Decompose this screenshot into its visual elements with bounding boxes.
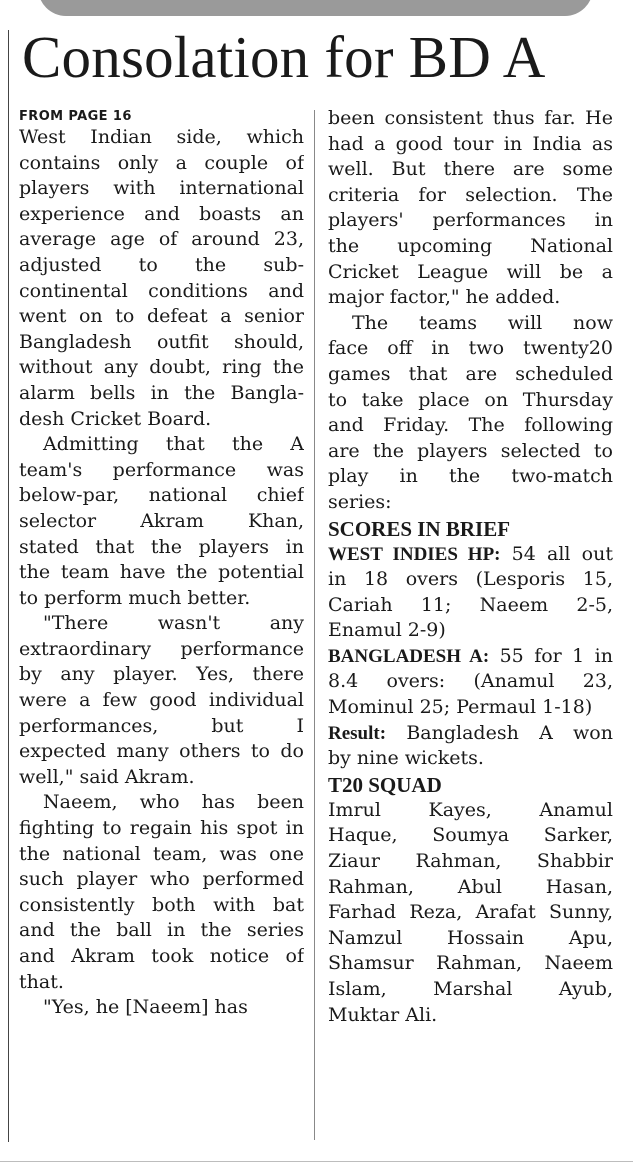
text-line: and Friday. The following bbox=[328, 414, 613, 437]
text-line: Enamul 2-9) bbox=[328, 619, 446, 642]
result-detail bbox=[328, 746, 613, 772]
left-column bbox=[19, 108, 304, 1021]
text-line: Rahman, Abul Hasan, bbox=[328, 875, 613, 898]
text-line: criteria for selection. The bbox=[328, 183, 613, 206]
text-line: fighting to regain his spot in bbox=[19, 817, 304, 840]
bottom-border-rule bbox=[0, 1161, 633, 1162]
text-line: The teams will now bbox=[352, 311, 613, 334]
text-line: desh Cricket Board. bbox=[19, 407, 212, 430]
text-line: by nine wickets. bbox=[328, 747, 484, 770]
text-line: continental conditions and bbox=[19, 279, 304, 302]
text-line: without any doubt, ring the bbox=[19, 356, 304, 379]
text-line: 8.4 overs: (Anamul 23, bbox=[328, 670, 613, 693]
bangladesh-score-detail bbox=[328, 669, 613, 720]
text-line: Cariah 11; Naeem 2-5, bbox=[328, 593, 613, 616]
text-line: and Akram took notice of bbox=[19, 945, 304, 967]
west-indies-label: WEST INDIES HP: bbox=[328, 543, 501, 565]
text-line: players with international bbox=[19, 177, 304, 200]
text-line: been consistent thus far. He bbox=[328, 107, 613, 129]
left-border-rule bbox=[8, 30, 9, 1142]
text-line: and the ball in the series bbox=[19, 919, 304, 942]
text-line: such player who performed bbox=[19, 868, 304, 891]
headline: Consolation for BD A bbox=[22, 24, 546, 90]
text-line: extraordinary performance bbox=[19, 637, 304, 660]
text-line: Shamsur Rahman, Naeem bbox=[328, 952, 613, 975]
west-indies-score: 54 all out bbox=[500, 542, 613, 565]
bangladesh-score: 55 for 1 in bbox=[489, 644, 613, 667]
text-line: the team have the potential bbox=[19, 561, 304, 584]
result-text: Bangladesh A won bbox=[386, 721, 613, 744]
column-divider bbox=[314, 110, 315, 1140]
text-line: performances, but I bbox=[19, 714, 304, 737]
text-line: "Yes, he [Naeem] has bbox=[43, 996, 248, 1019]
squad-heading: T20 SQUAD bbox=[328, 772, 442, 797]
text-line: alarm bells in the Bangla- bbox=[19, 381, 304, 404]
text-line: team's performance was bbox=[19, 458, 304, 481]
text-line: below-par, national chief bbox=[19, 484, 304, 507]
text-line: Muktar Ali. bbox=[328, 1003, 438, 1026]
text-line: well. But there are some bbox=[328, 158, 613, 181]
text-line: had a good tour in India as bbox=[328, 132, 613, 155]
text-line: West Indian side, which bbox=[19, 126, 304, 148]
text-line: experience and boasts an bbox=[19, 202, 304, 225]
text-line: average age of around 23, bbox=[19, 228, 304, 251]
text-line: Imrul Kayes, Anamul bbox=[328, 798, 613, 821]
text-line: the upcoming National bbox=[328, 234, 613, 257]
text-line: consistently both with bat bbox=[19, 893, 304, 916]
text-line: adjusted to the sub- bbox=[19, 253, 304, 276]
text-line: were a few good individual bbox=[19, 689, 304, 712]
continuation-kicker: FROM PAGE 16 bbox=[19, 109, 132, 124]
text-line: Cricket League will be a bbox=[328, 260, 613, 283]
text-line: series: bbox=[328, 490, 392, 513]
squad-list bbox=[328, 798, 613, 1028]
text-line: the national team, was one bbox=[19, 842, 304, 865]
text-line: play in the two-match bbox=[328, 465, 613, 488]
text-line: Ziaur Rahman, Shabbir bbox=[328, 850, 613, 873]
text-line: Namzul Hossain Apu, bbox=[328, 926, 613, 949]
text-line: are the players selected to bbox=[328, 439, 613, 462]
text-line: contains only a couple of bbox=[19, 151, 304, 174]
text-line: to take place on Thursday bbox=[328, 388, 613, 411]
text-line: that. bbox=[19, 970, 64, 993]
text-line: to perform much better. bbox=[19, 586, 251, 609]
text-line: Admitting that the A bbox=[43, 433, 304, 456]
text-line: Islam, Marshal Ayub, bbox=[328, 978, 613, 1000]
text-line: went on to defeat a senior bbox=[19, 305, 304, 328]
text-line: Haque, Soumya Sarker, bbox=[328, 824, 613, 847]
text-line: well," said Akram. bbox=[19, 765, 195, 788]
text-line: Naeem, who has been bbox=[43, 791, 304, 814]
text-line: stated that the players in bbox=[19, 535, 304, 558]
text-line: face off in two twenty20 bbox=[328, 337, 613, 360]
text-line: selector Akram Khan, bbox=[19, 509, 304, 532]
text-line: major factor," he added. bbox=[328, 286, 561, 309]
scores-heading: SCORES IN BRIEF bbox=[328, 516, 511, 541]
text-line: Bangladesh outfit should, bbox=[19, 330, 304, 353]
text-line: Mominul 25; Permaul 1-18) bbox=[328, 696, 593, 719]
text-line: players' performances in bbox=[328, 209, 613, 232]
text-line: in 18 overs (Lesporis 15, bbox=[328, 568, 613, 591]
score-line-west-indies bbox=[328, 542, 613, 568]
bangladesh-label: BANGLADESH A: bbox=[328, 645, 490, 667]
text-line: "There wasn't any bbox=[43, 612, 304, 635]
page-tab-decoration bbox=[38, 0, 593, 16]
result-line bbox=[328, 721, 613, 747]
result-label: Result: bbox=[328, 722, 387, 744]
text-line: Farhad Reza, Arafat Sunny, bbox=[328, 901, 613, 924]
west-indies-score-detail bbox=[328, 567, 613, 644]
left-column-body bbox=[19, 125, 304, 1021]
right-column-body bbox=[328, 106, 613, 516]
right-column bbox=[328, 106, 613, 1028]
text-line: games that are scheduled bbox=[328, 362, 613, 385]
text-line: by any player. Yes, there bbox=[19, 663, 304, 686]
text-line: expected many others to do bbox=[19, 740, 304, 763]
score-line-bangladesh bbox=[328, 644, 613, 670]
